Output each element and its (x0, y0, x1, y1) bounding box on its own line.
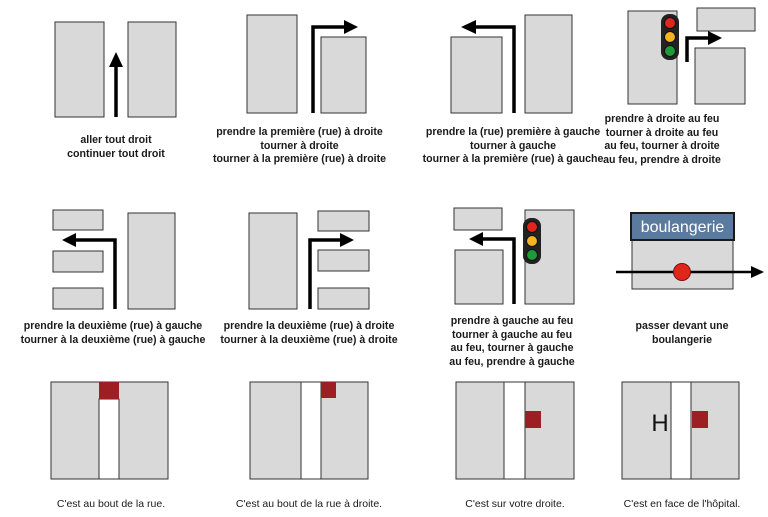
opposite-hospital-diagram (576, 375, 768, 517)
cell-opposite-hospital (576, 375, 768, 517)
building-block (318, 211, 369, 231)
on-your-right-diagram (384, 375, 576, 517)
building-block (249, 213, 297, 309)
caption-first-right (192, 126, 407, 167)
second-left-diagram (0, 200, 192, 375)
cell-right-at-light (576, 0, 768, 200)
caption-line: tourner à droite au feu (605, 126, 719, 139)
street (301, 382, 321, 479)
caption-right-at-light (586, 113, 738, 167)
building-block (454, 208, 502, 230)
pass-bakery-diagram (576, 200, 768, 375)
caption-line: tourner à gauche (470, 139, 556, 152)
building-block (247, 15, 297, 113)
caption-opposite-hospital (596, 498, 768, 512)
straight-diagram (0, 0, 192, 200)
caption-line: prendre la deuxième (rue) à gauche (23, 320, 203, 332)
building-block (697, 8, 755, 31)
cell-second-right (192, 200, 398, 375)
caption-line: tourner à la première (rue) à gauche (422, 153, 604, 165)
first-right-diagram (192, 0, 384, 200)
hospital-letter: H (651, 410, 669, 437)
end-of-street-right-diagram (192, 375, 384, 517)
building-block (128, 213, 175, 309)
cell-left-at-light (384, 200, 576, 375)
caption-line: aller tout droit (80, 134, 152, 146)
building-block (321, 37, 366, 113)
cell-pass-bakery (576, 200, 768, 375)
caption-line: C'est en face de l'hôpital. (623, 498, 741, 510)
cell-on-your-right (384, 375, 576, 517)
caption-line: passer devant une (635, 320, 729, 332)
end-of-street-diagram (0, 375, 192, 517)
traffic-light-icon (661, 14, 679, 60)
caption-line: au feu, tourner à droite (604, 140, 720, 152)
caption-line: boulangerie (651, 333, 713, 346)
caption-end-of-street (0, 498, 222, 512)
right-at-light-diagram (576, 0, 768, 200)
cell-second-left (0, 200, 206, 375)
caption-left-at-light (434, 315, 590, 369)
cell-first-right (192, 0, 387, 200)
caption-line: prendre à droite au feu (604, 113, 720, 125)
caption-line: tourner à la deuxième (rue) à gauche (20, 333, 206, 346)
caption-line: tourner à droite (260, 139, 339, 152)
bakery-sign (631, 213, 734, 240)
destination-marker-icon (692, 411, 708, 428)
building-block (53, 251, 103, 272)
street (671, 382, 691, 479)
caption-line: tourner à gauche au feu (451, 328, 573, 341)
caption-line: C'est sur votre droite. (465, 498, 565, 510)
cell-straight (0, 0, 192, 200)
building-block (318, 288, 369, 309)
caption-line: au feu, prendre à gauche (449, 355, 575, 368)
building-block (455, 250, 503, 304)
street (504, 382, 525, 479)
destination-marker-icon (321, 382, 336, 398)
caption-line: prendre la deuxième (rue) à droite (223, 320, 395, 332)
caption-line: prendre la première (rue) à droite (216, 126, 383, 138)
traffic-light-icon (523, 218, 541, 264)
building-block (55, 22, 104, 117)
caption-line: prendre à gauche au feu (450, 315, 574, 327)
cell-first-left (384, 0, 604, 200)
first-left-diagram (384, 0, 576, 200)
building-block (318, 250, 369, 271)
caption-line: tourner à la deuxième (rue) à droite (220, 333, 398, 346)
caption-line: au feu, tourner à gauche (450, 342, 574, 354)
caption-line: C'est au bout de la rue à droite. (235, 498, 383, 510)
destination-marker-icon (525, 411, 541, 428)
caption-pass-bakery (606, 320, 758, 347)
second-right-diagram (192, 200, 384, 375)
building-block (451, 37, 502, 113)
caption-line: tourner à la première (rue) à droite (212, 153, 387, 165)
building-block (128, 22, 176, 117)
caption-line: prendre la (rue) première à gauche (425, 126, 601, 138)
cell-end-of-street-right (192, 375, 384, 517)
building-block (53, 288, 103, 309)
cell-end-of-street (0, 375, 192, 517)
caption-line: continuer tout droit (67, 147, 165, 160)
caption-line: C'est au bout de la rue. (56, 498, 166, 510)
position-marker-icon (674, 264, 691, 281)
street (99, 399, 119, 479)
destination-marker-icon (99, 382, 119, 399)
building-block (695, 48, 745, 104)
building-block (53, 210, 103, 230)
bakery-sign-text: boulangerie (640, 219, 725, 236)
arrow-up-icon (109, 52, 123, 117)
caption-line: au feu, prendre à droite (603, 153, 721, 166)
building-block (525, 15, 572, 113)
